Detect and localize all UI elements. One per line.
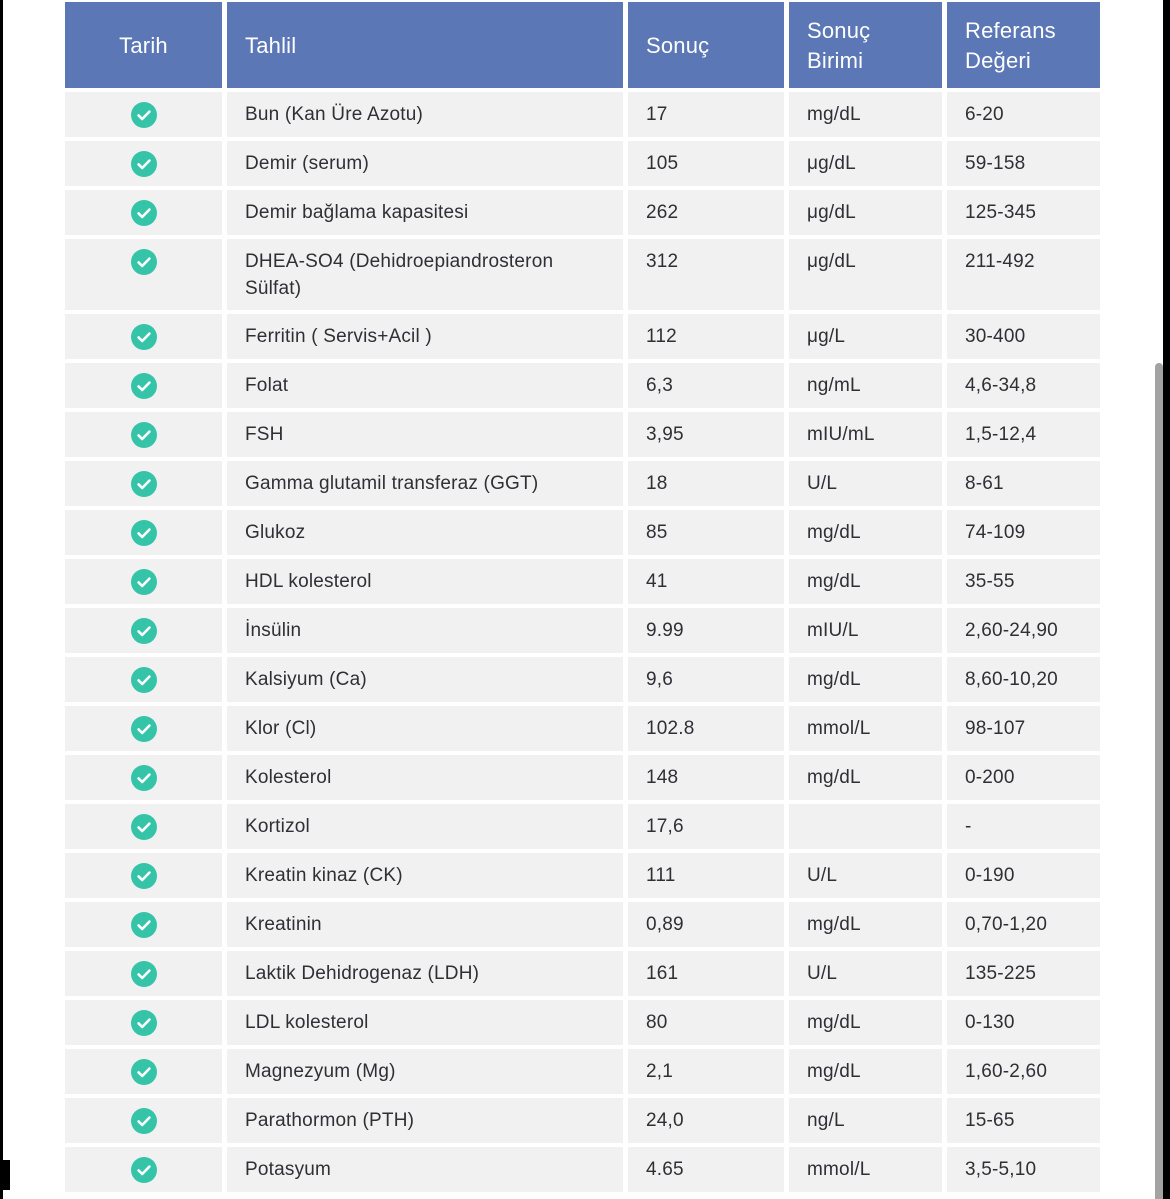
date-cell[interactable] <box>65 1147 222 1192</box>
check-circle-icon <box>131 667 157 693</box>
table-row <box>65 1000 1101 1045</box>
test-name: Kortizol <box>227 804 623 849</box>
table-row <box>65 141 1101 186</box>
reference-range: 1,60-2,60 <box>947 1049 1100 1094</box>
result-value: 112 <box>628 314 784 359</box>
result-unit: mg/dL <box>789 1000 942 1045</box>
result-unit: U/L <box>789 951 942 996</box>
check-circle-icon <box>131 471 157 497</box>
table-row <box>65 1098 1101 1143</box>
result-value: 161 <box>628 951 784 996</box>
result-unit: μg/L <box>789 314 942 359</box>
result-unit <box>789 804 942 849</box>
result-unit: mIU/mL <box>789 412 942 457</box>
date-cell[interactable] <box>65 559 222 604</box>
reference-range: - <box>947 804 1100 849</box>
table-row <box>65 902 1101 947</box>
check-circle-icon <box>131 1157 157 1183</box>
test-name: FSH <box>227 412 623 457</box>
reference-range: 211-492 <box>947 239 1100 310</box>
date-cell[interactable] <box>65 706 222 751</box>
date-cell[interactable] <box>65 412 222 457</box>
check-circle-icon <box>131 912 157 938</box>
result-value: 85 <box>628 510 784 555</box>
result-unit: ng/mL <box>789 363 942 408</box>
check-circle-icon <box>131 863 157 889</box>
result-unit: mg/dL <box>789 755 942 800</box>
result-unit: mmol/L <box>789 706 942 751</box>
screen-edge-left <box>0 0 3 1199</box>
table-row <box>65 363 1101 408</box>
result-value: 105 <box>628 141 784 186</box>
result-value: 9,6 <box>628 657 784 702</box>
result-unit: μg/dL <box>789 190 942 235</box>
date-cell[interactable] <box>65 755 222 800</box>
check-circle-icon <box>131 249 157 275</box>
table-row <box>65 92 1101 137</box>
result-value: 41 <box>628 559 784 604</box>
test-name: Kreatin kinaz (CK) <box>227 853 623 898</box>
reference-range: 35-55 <box>947 559 1100 604</box>
table-row <box>65 657 1101 702</box>
reference-range: 98-107 <box>947 706 1100 751</box>
date-cell[interactable] <box>65 804 222 849</box>
test-name: Laktik Dehidrogenaz (LDH) <box>227 951 623 996</box>
date-cell[interactable] <box>65 1049 222 1094</box>
check-circle-icon <box>131 422 157 448</box>
reference-range: 30-400 <box>947 314 1100 359</box>
reference-range: 15-65 <box>947 1098 1100 1143</box>
result-value: 4.65 <box>628 1147 784 1192</box>
check-circle-icon <box>131 1108 157 1134</box>
test-name: Demir (serum) <box>227 141 623 186</box>
date-cell[interactable] <box>65 1000 222 1045</box>
result-value: 312 <box>628 239 784 310</box>
result-value: 17 <box>628 92 784 137</box>
reference-range: 4,6-34,8 <box>947 363 1100 408</box>
check-circle-icon <box>131 1059 157 1085</box>
reference-range: 0,70-1,20 <box>947 902 1100 947</box>
result-value: 18 <box>628 461 784 506</box>
result-value: 80 <box>628 1000 784 1045</box>
result-unit: mg/dL <box>789 657 942 702</box>
reference-range: 1,5-12,4 <box>947 412 1100 457</box>
lab-results-table <box>65 2 1101 1196</box>
date-cell[interactable] <box>65 314 222 359</box>
table-row <box>65 706 1101 751</box>
result-value: 2,1 <box>628 1049 784 1094</box>
check-circle-icon <box>131 961 157 987</box>
result-unit: mg/dL <box>789 510 942 555</box>
result-unit: ng/L <box>789 1098 942 1143</box>
reference-range: 59-158 <box>947 141 1100 186</box>
scrollbar-thumb[interactable] <box>1155 363 1163 1199</box>
date-cell[interactable] <box>65 657 222 702</box>
check-circle-icon <box>131 765 157 791</box>
check-circle-icon <box>131 373 157 399</box>
reference-range: 0-190 <box>947 853 1100 898</box>
header-test: Tahlil <box>227 2 623 88</box>
result-value: 262 <box>628 190 784 235</box>
date-cell[interactable] <box>65 902 222 947</box>
check-circle-icon <box>131 102 157 128</box>
result-unit: μg/dL <box>789 239 942 310</box>
test-name: İnsülin <box>227 608 623 653</box>
test-name: Klor (Cl) <box>227 706 623 751</box>
test-name: Demir bağlama kapasitesi <box>227 190 623 235</box>
reference-range: 6-20 <box>947 92 1100 137</box>
date-cell[interactable] <box>65 363 222 408</box>
date-cell[interactable] <box>65 92 222 137</box>
header-unit: Sonuç Birimi <box>789 2 942 88</box>
test-name: Glukoz <box>227 510 623 555</box>
check-circle-icon <box>131 151 157 177</box>
reference-range: 2,60-24,90 <box>947 608 1100 653</box>
result-value: 148 <box>628 755 784 800</box>
result-value: 3,95 <box>628 412 784 457</box>
result-unit: mIU/L <box>789 608 942 653</box>
date-cell[interactable] <box>65 190 222 235</box>
reference-range: 0-130 <box>947 1000 1100 1045</box>
test-name: Gamma glutamil transferaz (GGT) <box>227 461 623 506</box>
result-unit: mg/dL <box>789 559 942 604</box>
table-row <box>65 190 1101 235</box>
check-circle-icon <box>131 200 157 226</box>
check-circle-icon <box>131 716 157 742</box>
screen-edge-right <box>1163 0 1170 1199</box>
reference-range: 0-200 <box>947 755 1100 800</box>
test-name: Folat <box>227 363 623 408</box>
date-cell[interactable] <box>65 608 222 653</box>
test-name: Kolesterol <box>227 755 623 800</box>
test-name: DHEA-SO4 (Dehidroepiandrosteron Sülfat) <box>227 239 623 310</box>
table-row <box>65 951 1101 996</box>
header-date: Tarih <box>65 2 222 88</box>
reference-range: 74-109 <box>947 510 1100 555</box>
result-value: 17,6 <box>628 804 784 849</box>
test-name: Potasyum <box>227 1147 623 1192</box>
date-cell[interactable] <box>65 853 222 898</box>
result-unit: mmol/L <box>789 1147 942 1192</box>
result-unit: mg/dL <box>789 1049 942 1094</box>
result-value: 111 <box>628 853 784 898</box>
date-cell[interactable] <box>65 1098 222 1143</box>
test-name: Magnezyum (Mg) <box>227 1049 623 1094</box>
result-value: 102.8 <box>628 706 784 751</box>
table-row <box>65 239 1101 310</box>
date-cell[interactable] <box>65 141 222 186</box>
screen-edge-corner <box>0 1160 10 1190</box>
reference-range: 8-61 <box>947 461 1100 506</box>
header-result: Sonuç <box>628 2 784 88</box>
table-row <box>65 510 1101 555</box>
date-cell[interactable] <box>65 951 222 996</box>
test-name: Parathormon (PTH) <box>227 1098 623 1143</box>
result-value: 0,89 <box>628 902 784 947</box>
table-row <box>65 1049 1101 1094</box>
reference-range: 135-225 <box>947 951 1100 996</box>
table-row <box>65 314 1101 359</box>
table-row <box>65 461 1101 506</box>
table-header-row <box>65 2 1101 88</box>
result-value: 9.99 <box>628 608 784 653</box>
table-row <box>65 853 1101 898</box>
table-row <box>65 412 1101 457</box>
reference-range: 3,5-5,10 <box>947 1147 1100 1192</box>
result-value: 6,3 <box>628 363 784 408</box>
reference-range: 8,60-10,20 <box>947 657 1100 702</box>
check-circle-icon <box>131 814 157 840</box>
test-name: Bun (Kan Üre Azotu) <box>227 92 623 137</box>
test-name: Ferritin ( Servis+Acil ) <box>227 314 623 359</box>
result-unit: U/L <box>789 853 942 898</box>
check-circle-icon <box>131 618 157 644</box>
table-row <box>65 559 1101 604</box>
header-reference: Referans Değeri <box>947 2 1100 88</box>
date-cell[interactable] <box>65 461 222 506</box>
date-cell[interactable] <box>65 239 222 310</box>
test-name: LDL kolesterol <box>227 1000 623 1045</box>
check-circle-icon <box>131 569 157 595</box>
check-circle-icon <box>131 1010 157 1036</box>
result-unit: mg/dL <box>789 92 942 137</box>
table-row <box>65 804 1101 849</box>
test-name: Kalsiyum (Ca) <box>227 657 623 702</box>
reference-range: 125-345 <box>947 190 1100 235</box>
result-value: 24,0 <box>628 1098 784 1143</box>
table-row <box>65 755 1101 800</box>
result-unit: μg/dL <box>789 141 942 186</box>
table-row <box>65 608 1101 653</box>
date-cell[interactable] <box>65 510 222 555</box>
result-unit: U/L <box>789 461 942 506</box>
table-row <box>65 1147 1101 1192</box>
result-unit: mg/dL <box>789 902 942 947</box>
check-circle-icon <box>131 520 157 546</box>
test-name: HDL kolesterol <box>227 559 623 604</box>
check-circle-icon <box>131 324 157 350</box>
test-name: Kreatinin <box>227 902 623 947</box>
